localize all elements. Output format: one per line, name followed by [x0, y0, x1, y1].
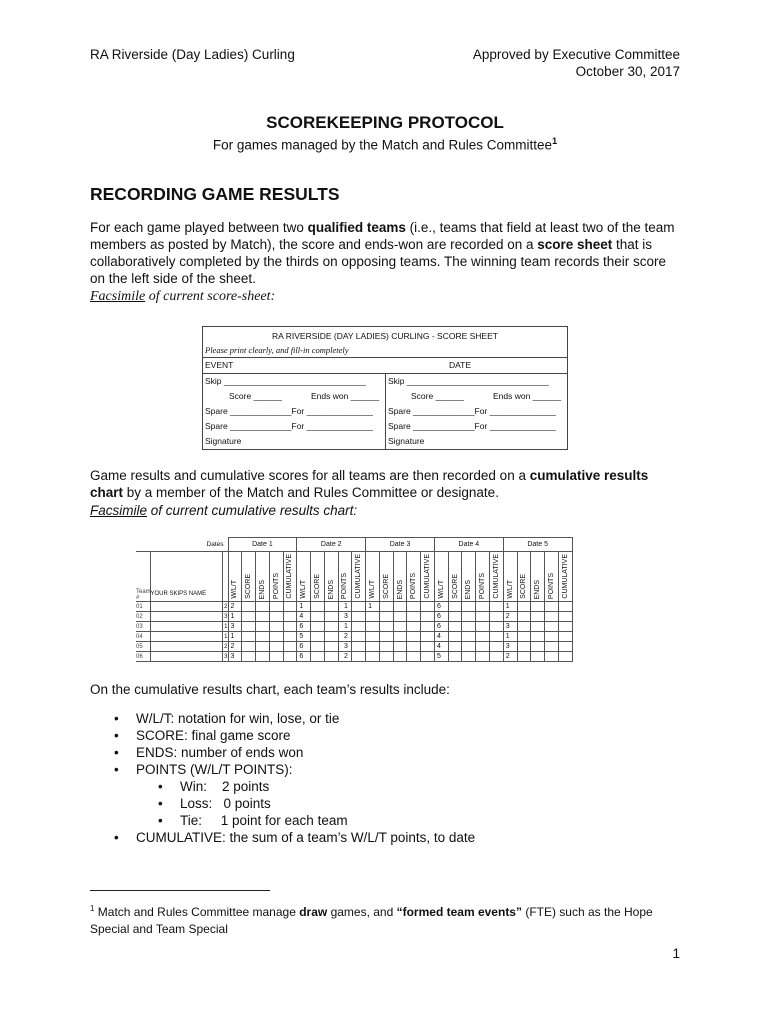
chart-cell: [476, 632, 490, 642]
chart-cell: [489, 622, 503, 632]
score-sheet-event: EVENT: [205, 360, 234, 370]
chart-cell: [517, 622, 531, 632]
chart-date-5: Date 5: [503, 538, 572, 552]
chart-cell: [448, 612, 462, 622]
chart-subheader-score: [379, 552, 393, 602]
caption2-underlined: Facsimile: [90, 503, 148, 518]
chart-cell: 3: [228, 652, 242, 662]
chart-cell: [269, 602, 283, 612]
chart-cell: [407, 642, 421, 652]
caption-score-sheet: [90, 289, 275, 305]
subtitle-text: For games managed by the Match and Rules Committee: [212, 137, 553, 153]
chart-cell: [476, 652, 490, 662]
chart-skip-name-cell: [150, 622, 222, 632]
chart-subheader-label: SCORE: [313, 574, 321, 599]
chart-cell: [558, 602, 572, 612]
chart-dates-label: Dates: [136, 538, 228, 552]
chart-cell: 2: [338, 632, 352, 642]
chart-row-mark: 2: [222, 642, 228, 652]
chart-date-2: Date 2: [297, 538, 366, 552]
chart-subheader-score: [448, 552, 462, 602]
chart-cell: 2: [503, 612, 517, 622]
chart-team-number: 01: [136, 602, 150, 612]
chart-row-mark: 3: [222, 612, 228, 622]
chart-cell: [283, 642, 297, 652]
chart-cell: 1: [338, 602, 352, 612]
chart-cell: [531, 612, 545, 622]
chart-cell: [352, 632, 366, 642]
chart-team-number: 02: [136, 612, 150, 622]
chart-cell: [421, 612, 435, 622]
caption1-rest: of current score-sheet:: [145, 289, 276, 304]
chart-cell: 1: [503, 602, 517, 612]
chart-skip-header: YOUR SKIPS NAME: [150, 552, 222, 602]
chart-cell: [407, 602, 421, 612]
spare2-left: Spare _____________For ______________: [205, 421, 373, 431]
chart-subheader-label: CUMULATIVE: [355, 554, 363, 599]
chart-cell: [462, 612, 476, 622]
para1-bold-score-sheet: score sheet: [537, 237, 613, 252]
chart-cell: [324, 632, 338, 642]
chart-cell: [489, 602, 503, 612]
chart-team-row: [136, 642, 572, 652]
chart-team-header: Team #: [136, 552, 150, 602]
chart-cell: [324, 642, 338, 652]
chart-team-row: [136, 622, 572, 632]
results-bullet-list: [136, 710, 475, 846]
caption1-underlined: Facsimile: [90, 289, 146, 304]
chart-cell: [352, 612, 366, 622]
skip-left: Skip ______________________________: [205, 376, 366, 386]
para1-text-3: that is collaboratively completed by the thirds on opposing teams. The winning team records their score on the left side of the sheet.: [90, 237, 667, 286]
chart-cell: [242, 652, 256, 662]
chart-row-mark: 1: [222, 632, 228, 642]
header-left: RA Riverside (Day Ladies) Curling: [90, 47, 295, 62]
chart-cell: [256, 622, 270, 632]
chart-subheader-points: [407, 552, 421, 602]
cumulative-table: [136, 537, 573, 662]
chart-cell: [366, 652, 380, 662]
page-subtitle: [0, 136, 770, 153]
chart-cell: [531, 642, 545, 652]
spare1-left: Spare _____________For ______________: [205, 406, 373, 416]
chart-cell: [283, 602, 297, 612]
chart-cell: 4: [434, 642, 448, 652]
header-date: October 30, 2017: [575, 64, 680, 79]
chart-subheader-label: POINTS: [547, 572, 555, 599]
chart-cell: [531, 632, 545, 642]
chart-cell: [256, 632, 270, 642]
footnote: [90, 900, 680, 938]
chart-subheader-cumulative: [352, 552, 366, 602]
bullet-ends: • ENDS: number of ends won: [136, 744, 475, 761]
chart-cell: 3: [338, 612, 352, 622]
chart-cell: [283, 622, 297, 632]
chart-subheader-label: CUMULATIVE: [492, 554, 500, 599]
chart-cell: 2: [503, 652, 517, 662]
chart-cell: [324, 622, 338, 632]
chart-cell: [448, 652, 462, 662]
chart-cell: [311, 612, 325, 622]
chart-subheader-ends: [531, 552, 545, 602]
chart-team-number: 04: [136, 632, 150, 642]
chart-subheader-label: CUMULATIVE: [424, 554, 432, 599]
chart-cell: [256, 612, 270, 622]
chart-cell: [462, 652, 476, 662]
chart-subheader-label: ENDS: [534, 579, 542, 599]
chart-subheader-score: [517, 552, 531, 602]
chart-team-row: [136, 632, 572, 642]
score-sheet-title: RA RIVERSIDE (DAY LADIES) CURLING - SCORE SHEET: [272, 331, 498, 341]
chart-cell: [462, 642, 476, 652]
chart-subheader-label: SCORE: [245, 574, 253, 599]
chart-cell: [558, 652, 572, 662]
sub-bullet-loss: • Loss: 0 points: [180, 795, 475, 812]
chart-cell: [448, 602, 462, 612]
chart-cell: [283, 612, 297, 622]
para2-bold-cumulative-chart: cumulative results chart: [90, 468, 649, 500]
chart-cell: 5: [434, 652, 448, 662]
chart-cell: 4: [434, 632, 448, 642]
chart-cell: 2: [338, 652, 352, 662]
footnote-ref: 1: [552, 136, 558, 146]
chart-subheader-label: SCORE: [451, 574, 459, 599]
chart-cell: [324, 602, 338, 612]
para2-text-1: Game results and cumulative scores for all teams are then recorded on a: [90, 468, 530, 483]
chart-cell: [324, 652, 338, 662]
chart-subheader-label: SCORE: [382, 574, 390, 599]
chart-subheader-label: ENDS: [327, 579, 335, 599]
chart-subheader-wlt: [366, 552, 380, 602]
chart-cell: [242, 622, 256, 632]
chart-cell: 3: [503, 622, 517, 632]
chart-cell: [421, 602, 435, 612]
chart-cell: 3: [338, 642, 352, 652]
chart-subheader-label: ENDS: [258, 579, 266, 599]
chart-cell: [311, 622, 325, 632]
chart-cell: 6: [434, 602, 448, 612]
sheet-divider: [203, 357, 567, 358]
chart-cell: [352, 642, 366, 652]
chart-skip-name-cell: [150, 652, 222, 662]
chart-cell: 6: [297, 622, 311, 632]
chart-cell: [407, 622, 421, 632]
chart-cell: [545, 632, 559, 642]
chart-cell: [531, 602, 545, 612]
chart-subheader-label: SCORE: [520, 574, 528, 599]
chart-cell: [421, 632, 435, 642]
chart-cell: [448, 622, 462, 632]
chart-cell: [448, 642, 462, 652]
chart-skip-name-cell: [150, 612, 222, 622]
chart-cell: 6: [297, 642, 311, 652]
chart-subheader-label: W/L/T: [369, 580, 377, 599]
chart-cell: [545, 652, 559, 662]
chart-cell: [476, 602, 490, 612]
chart-cell: [545, 622, 559, 632]
chart-row-mark: 2: [222, 602, 228, 612]
chart-date-4: Date 4: [434, 538, 503, 552]
chart-cell: [324, 612, 338, 622]
chart-skip-name-cell: [150, 642, 222, 652]
chart-cell: [379, 622, 393, 632]
chart-subheader-label: POINTS: [479, 572, 487, 599]
chart-cell: [311, 632, 325, 642]
chart-cell: [379, 612, 393, 622]
chart-cell: 1: [297, 602, 311, 612]
chart-cell: [283, 652, 297, 662]
chart-subheader-ends: [462, 552, 476, 602]
chart-subheader-points: [545, 552, 559, 602]
footnote-text-1: Match and Rules Committee manage: [94, 905, 300, 919]
chart-cell: 6: [434, 612, 448, 622]
chart-cell: [393, 642, 407, 652]
chart-cell: 4: [297, 612, 311, 622]
chart-cell: [269, 652, 283, 662]
chart-subheader-label: ENDS: [396, 579, 404, 599]
chart-cell: [393, 602, 407, 612]
chart-subheader-points: [338, 552, 352, 602]
chart-subheader-label: CUMULATIVE: [286, 554, 294, 599]
para1-text-1: For each game played between two: [90, 220, 308, 235]
chart-cell: [517, 632, 531, 642]
chart-subheader-wlt: [297, 552, 311, 602]
caption-cumulative-chart: [90, 503, 357, 518]
header-right: [473, 46, 680, 80]
bullet-cumulative: • CUMULATIVE: the sum of a team’s W/L/T points, to date: [136, 829, 475, 846]
chart-team-row: [136, 612, 572, 622]
sub-bullet-tie: • Tie: 1 point for each team: [180, 812, 475, 829]
chart-cell: 3: [228, 622, 242, 632]
chart-cell: 1: [228, 632, 242, 642]
footnote-text-3: (FTE) such as the Hope Special and Team Special: [90, 905, 653, 936]
signature-right: Signature: [388, 436, 425, 446]
chart-cell: [545, 602, 559, 612]
chart-cell: [379, 642, 393, 652]
caption2-rest: of current cumulative results chart:: [147, 503, 358, 518]
para1-text-2: (i.e., teams that field at least two of the team members as posted by Match), the score and ends-won are recorded on a: [90, 220, 675, 252]
footnote-text-2: games, and: [327, 905, 397, 919]
chart-date-row: [136, 538, 572, 552]
chart-cell: [407, 612, 421, 622]
paragraph-score-sheet: [90, 219, 680, 287]
chart-subheader-label: CUMULATIVE: [561, 554, 569, 599]
score-sheet-facsimile: [202, 326, 568, 450]
chart-team-row: [136, 602, 572, 612]
spare1-right: Spare _____________For ______________: [388, 406, 556, 416]
chart-cell: [489, 612, 503, 622]
signature-left: Signature: [205, 436, 242, 446]
chart-subheader-ends: [393, 552, 407, 602]
chart-subheader-points: [269, 552, 283, 602]
chart-cell: [379, 652, 393, 662]
chart-cell: [462, 622, 476, 632]
chart-subheader-label: ENDS: [465, 579, 473, 599]
chart-cell: 3: [503, 642, 517, 652]
chart-cell: [558, 612, 572, 622]
chart-subheader-label: POINTS: [410, 572, 418, 599]
chart-cell: [366, 632, 380, 642]
skip-right: Skip ______________________________: [388, 376, 549, 386]
chart-subheader-cumulative: [489, 552, 503, 602]
page-number: 1: [672, 946, 680, 961]
chart-row-mark: 3: [222, 652, 228, 662]
chart-subheader-points: [476, 552, 490, 602]
chart-row-mark: 1: [222, 622, 228, 632]
chart-cell: [448, 632, 462, 642]
chart-cell: [256, 642, 270, 652]
chart-cell: 1: [228, 612, 242, 622]
bullet-score: • SCORE: final game score: [136, 727, 475, 744]
chart-cell: [352, 602, 366, 612]
chart-subheader-ends: [256, 552, 270, 602]
chart-date-1: Date 1: [228, 538, 297, 552]
chart-subheader-label: W/L/T: [300, 580, 308, 599]
chart-cell: [517, 612, 531, 622]
chart-subheader-label: W/L/T: [437, 580, 445, 599]
chart-cell: [517, 602, 531, 612]
chart-cell: [393, 622, 407, 632]
footnote-separator: [90, 890, 270, 891]
chart-cell: 5: [297, 632, 311, 642]
section-heading: RECORDING GAME RESULTS: [90, 184, 340, 204]
chart-cell: [489, 642, 503, 652]
chart-subheader-wlt: [434, 552, 448, 602]
chart-team-number: 03: [136, 622, 150, 632]
chart-cell: [531, 652, 545, 662]
chart-cell: [517, 652, 531, 662]
chart-subheader-wlt: [503, 552, 517, 602]
chart-team-row: [136, 652, 572, 662]
chart-subheader-cumulative: [558, 552, 572, 602]
chart-cell: [242, 602, 256, 612]
chart-subheader-ends: [324, 552, 338, 602]
chart-cell: 2: [228, 602, 242, 612]
chart-skip-name-cell: [150, 632, 222, 642]
chart-subheader-cumulative: [283, 552, 297, 602]
chart-cell: [269, 632, 283, 642]
sheet-center-divider: [385, 374, 386, 449]
chart-cell: 6: [297, 652, 311, 662]
chart-cell: [531, 622, 545, 632]
footnote-bold-draw: draw: [299, 905, 328, 919]
chart-cell: [421, 622, 435, 632]
chart-cell: 1: [366, 602, 380, 612]
chart-subheader-cumulative: [421, 552, 435, 602]
para1-bold-qualified-teams: qualified teams: [307, 220, 406, 235]
header-approval: Approved by Executive Committee: [472, 47, 680, 62]
paragraph-cumulative: [90, 467, 680, 501]
chart-cell: 1: [503, 632, 517, 642]
cumulative-results-chart: [136, 537, 572, 662]
chart-cell: [352, 622, 366, 632]
chart-subheader-label: W/L/T: [506, 580, 514, 599]
chart-subheader-row: [136, 552, 572, 602]
page-title: SCOREKEEPING PROTOCOL: [266, 113, 504, 132]
footnote-number: 1: [90, 904, 95, 913]
ends-right: Ends won ______: [493, 391, 562, 401]
chart-cell: [558, 632, 572, 642]
chart-cell: [366, 612, 380, 622]
chart-cell: [366, 642, 380, 652]
chart-cell: [393, 652, 407, 662]
chart-cell: [558, 622, 572, 632]
chart-cell: [393, 632, 407, 642]
chart-cell: [421, 642, 435, 652]
chart-cell: [256, 652, 270, 662]
chart-cell: [352, 652, 366, 662]
score-sheet-instructions: Please print clearly, and fill-in completely: [205, 345, 349, 355]
chart-cell: [283, 632, 297, 642]
chart-team-number: 05: [136, 642, 150, 652]
para2-text-2: by a member of the Match and Rules Committee or designate.: [123, 485, 499, 500]
ends-left: Ends won ______: [311, 391, 380, 401]
chart-cell: [421, 652, 435, 662]
chart-cell: [269, 622, 283, 632]
chart-cell: [256, 602, 270, 612]
bullet-wlt: • W/L/T: notation for win, lose, or tie: [136, 710, 475, 727]
chart-cell: [393, 612, 407, 622]
chart-subheader-score: [242, 552, 256, 602]
score-right: Score ______: [411, 391, 464, 401]
bullet-points: • POINTS (W/L/T POINTS):: [136, 761, 475, 778]
chart-cell: [407, 632, 421, 642]
sub-bullet-win: • Win: 2 points: [180, 778, 475, 795]
chart-cell: [517, 642, 531, 652]
chart-cell: [545, 642, 559, 652]
chart-skip-name-cell: [150, 602, 222, 612]
chart-cell: [269, 642, 283, 652]
chart-subheader-label: POINTS: [341, 572, 349, 599]
chart-cell: [242, 642, 256, 652]
chart-cell: 1: [338, 622, 352, 632]
chart-cell: [489, 652, 503, 662]
chart-cell: [242, 632, 256, 642]
chart-cell: [476, 612, 490, 622]
chart-cell: 6: [434, 622, 448, 632]
chart-cell: [462, 632, 476, 642]
score-sheet-date: DATE: [449, 360, 472, 370]
chart-subheader-score: [311, 552, 325, 602]
chart-cell: [311, 602, 325, 612]
paragraph-results-include: On the cumulative results chart, each team’s results include:: [90, 682, 450, 697]
chart-cell: 2: [228, 642, 242, 652]
chart-cell: [379, 632, 393, 642]
chart-subheader-wlt: [228, 552, 242, 602]
chart-cell: [311, 642, 325, 652]
chart-cell: [366, 622, 380, 632]
score-left: Score ______: [229, 391, 282, 401]
chart-subheader-label: W/L/T: [231, 580, 239, 599]
spare2-right: Spare _____________For ______________: [388, 421, 556, 431]
chart-cell: [269, 612, 283, 622]
chart-team-number: 06: [136, 652, 150, 662]
chart-cell: [545, 612, 559, 622]
chart-cell: [489, 632, 503, 642]
chart-cell: [476, 622, 490, 632]
chart-cell: [379, 602, 393, 612]
chart-cell: [462, 602, 476, 612]
chart-cell: [558, 642, 572, 652]
chart-cell: [407, 652, 421, 662]
chart-cell: [242, 612, 256, 622]
chart-subheader-label: POINTS: [272, 572, 280, 599]
chart-date-3: Date 3: [366, 538, 435, 552]
chart-cell: [311, 652, 325, 662]
chart-cell: [476, 642, 490, 652]
footnote-bold-formed-team-events: “formed team events”: [396, 905, 522, 919]
